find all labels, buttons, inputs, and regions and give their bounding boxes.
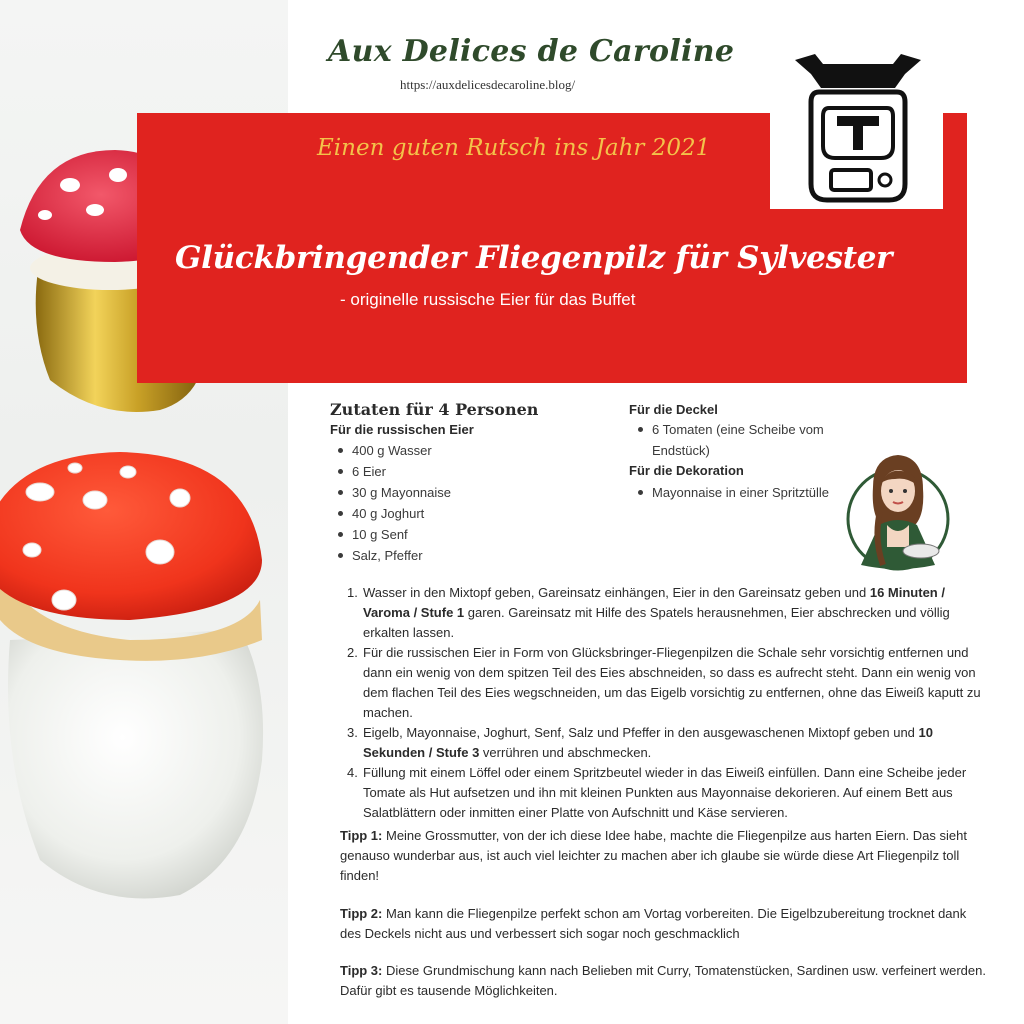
step-text: Wasser in den Mixtopf geben, Gareinsatz einhängen, Eier in den Gareinsatz geben und [363, 585, 870, 600]
step-number: 4. [347, 765, 358, 780]
tip-label: Tipp 1: [340, 828, 383, 843]
step-number: 2. [347, 645, 358, 660]
recipe-subtitle: - originelle russische Eier für das Buffet [340, 290, 636, 309]
tip-text: Diese Grundmischung kann nach Belieben mit Curry, Tomatenstücken, Sardinen usw. verfeinert werden. Dafür gibt es tausende Möglichkeiten. [340, 963, 986, 998]
tip-text: Man kann die Fliegenpilze perfekt schon am Vortag vorbereiten. Die Eigelbzubereitung trocknet dank des Deckels nicht aus und verbessert sich sogar noch geschmacklich [340, 906, 967, 941]
step-setting: 10 Sekunden / Stufe 3 [363, 725, 933, 760]
ingredient-item: 6 Eier [330, 461, 451, 482]
step-text: Für die russischen Eier in Form von Glücksbringer-Fliegenpilzen die Schale sehr vorsichtig entfernen und dann ein wenig von dem spitzen Teil des Eies abschneiden, so dass es aufrecht steht. Dann ein wenig von dem flachen Teil des Eies wegschneiden, um das Eigelb vorsichtig zu entfernen, ohne das Eiweiß kaputt zu machen. [363, 645, 981, 720]
egg-body [8, 630, 263, 898]
tip-text: Meine Grossmutter, von der ich diese Idee habe, machte die Fliegenpilze aus harten Eiern. Das sieht genauso wunderbar aus, ist auch viel leichter zu machen aber ich glaube sie würde diese Art Fliegenpilz toll finden! [340, 828, 967, 883]
tip-label: Tipp 3: [340, 963, 383, 978]
step-item [343, 643, 993, 723]
caroline-avatar [843, 447, 953, 575]
step-item [343, 723, 993, 763]
step-text: garen. Gareinsatz mit Hilfe des Spatels herausnehmen, Eier abschrecken und völlig erkalten lassen. [363, 605, 950, 640]
ingredient-item: 400 g Wasser [330, 440, 451, 461]
recipe-title: Glückbringender Fliegenpilz für Sylvester [175, 240, 893, 276]
eggs-ingredient-list [330, 440, 451, 566]
step-number: 3. [347, 725, 358, 740]
deco-heading: Für die Dekoration [629, 463, 744, 478]
ingredient-item: 10 g Senf [330, 524, 451, 545]
ingredient-item: 40 g Joghurt [330, 503, 451, 524]
ingredient-item: Mayonnaise in einer Spritztülle [630, 482, 829, 503]
ingredients-title: Zutaten für 4 Personen [330, 400, 539, 419]
step-item [343, 583, 993, 643]
ingredient-item: 6 Tomaten (eine Scheibe vom Endstück) [630, 419, 860, 461]
tip-2 [340, 904, 990, 944]
lids-ingredient-list [630, 419, 860, 461]
step-setting: 16 Minuten / Varoma / Stufe 1 [363, 585, 945, 620]
blog-name: Aux Delices de Caroline [328, 34, 735, 69]
step-text: Eigelb, Mayonnaise, Joghurt, Senf, Salz und Pfeffer in den ausgewaschenen Mixtopf geben und [363, 725, 919, 740]
step-text: Füllung mit einem Löffel oder einem Spritzbeutel wieder in das Eiweiß einfüllen. Dann eine Scheibe jeder Tomate als Hut aufsetzen und ihn mit kleinen Punkten aus Mayonnaise dekorieren. Auf einem Bett aus Salatblättern oder inmitten einer Platte von Aufschnitt und Käse servieren. [363, 765, 967, 820]
tip-3 [340, 961, 990, 1001]
thermomix-icon [793, 48, 923, 208]
new-year-greeting: Einen guten Rutsch ins Jahr 2021 [317, 135, 711, 161]
ingredient-item: 30 g Mayonnaise [330, 482, 451, 503]
step-text: verrühren und abschmecken. [479, 745, 652, 760]
tip-label: Tipp 2: [340, 906, 383, 921]
preparation-steps [343, 583, 993, 823]
lids-heading: Für die Deckel [629, 402, 718, 417]
step-item [343, 763, 993, 823]
tip-1 [340, 826, 990, 886]
step-number: 1. [347, 585, 358, 600]
ingredient-item: Salz, Pfeffer [330, 545, 451, 566]
blog-url[interactable]: https://auxdelicesdecaroline.blog/ [400, 77, 576, 92]
eggs-heading: Für die russischen Eier [330, 422, 474, 437]
deco-ingredient-list [630, 482, 829, 503]
